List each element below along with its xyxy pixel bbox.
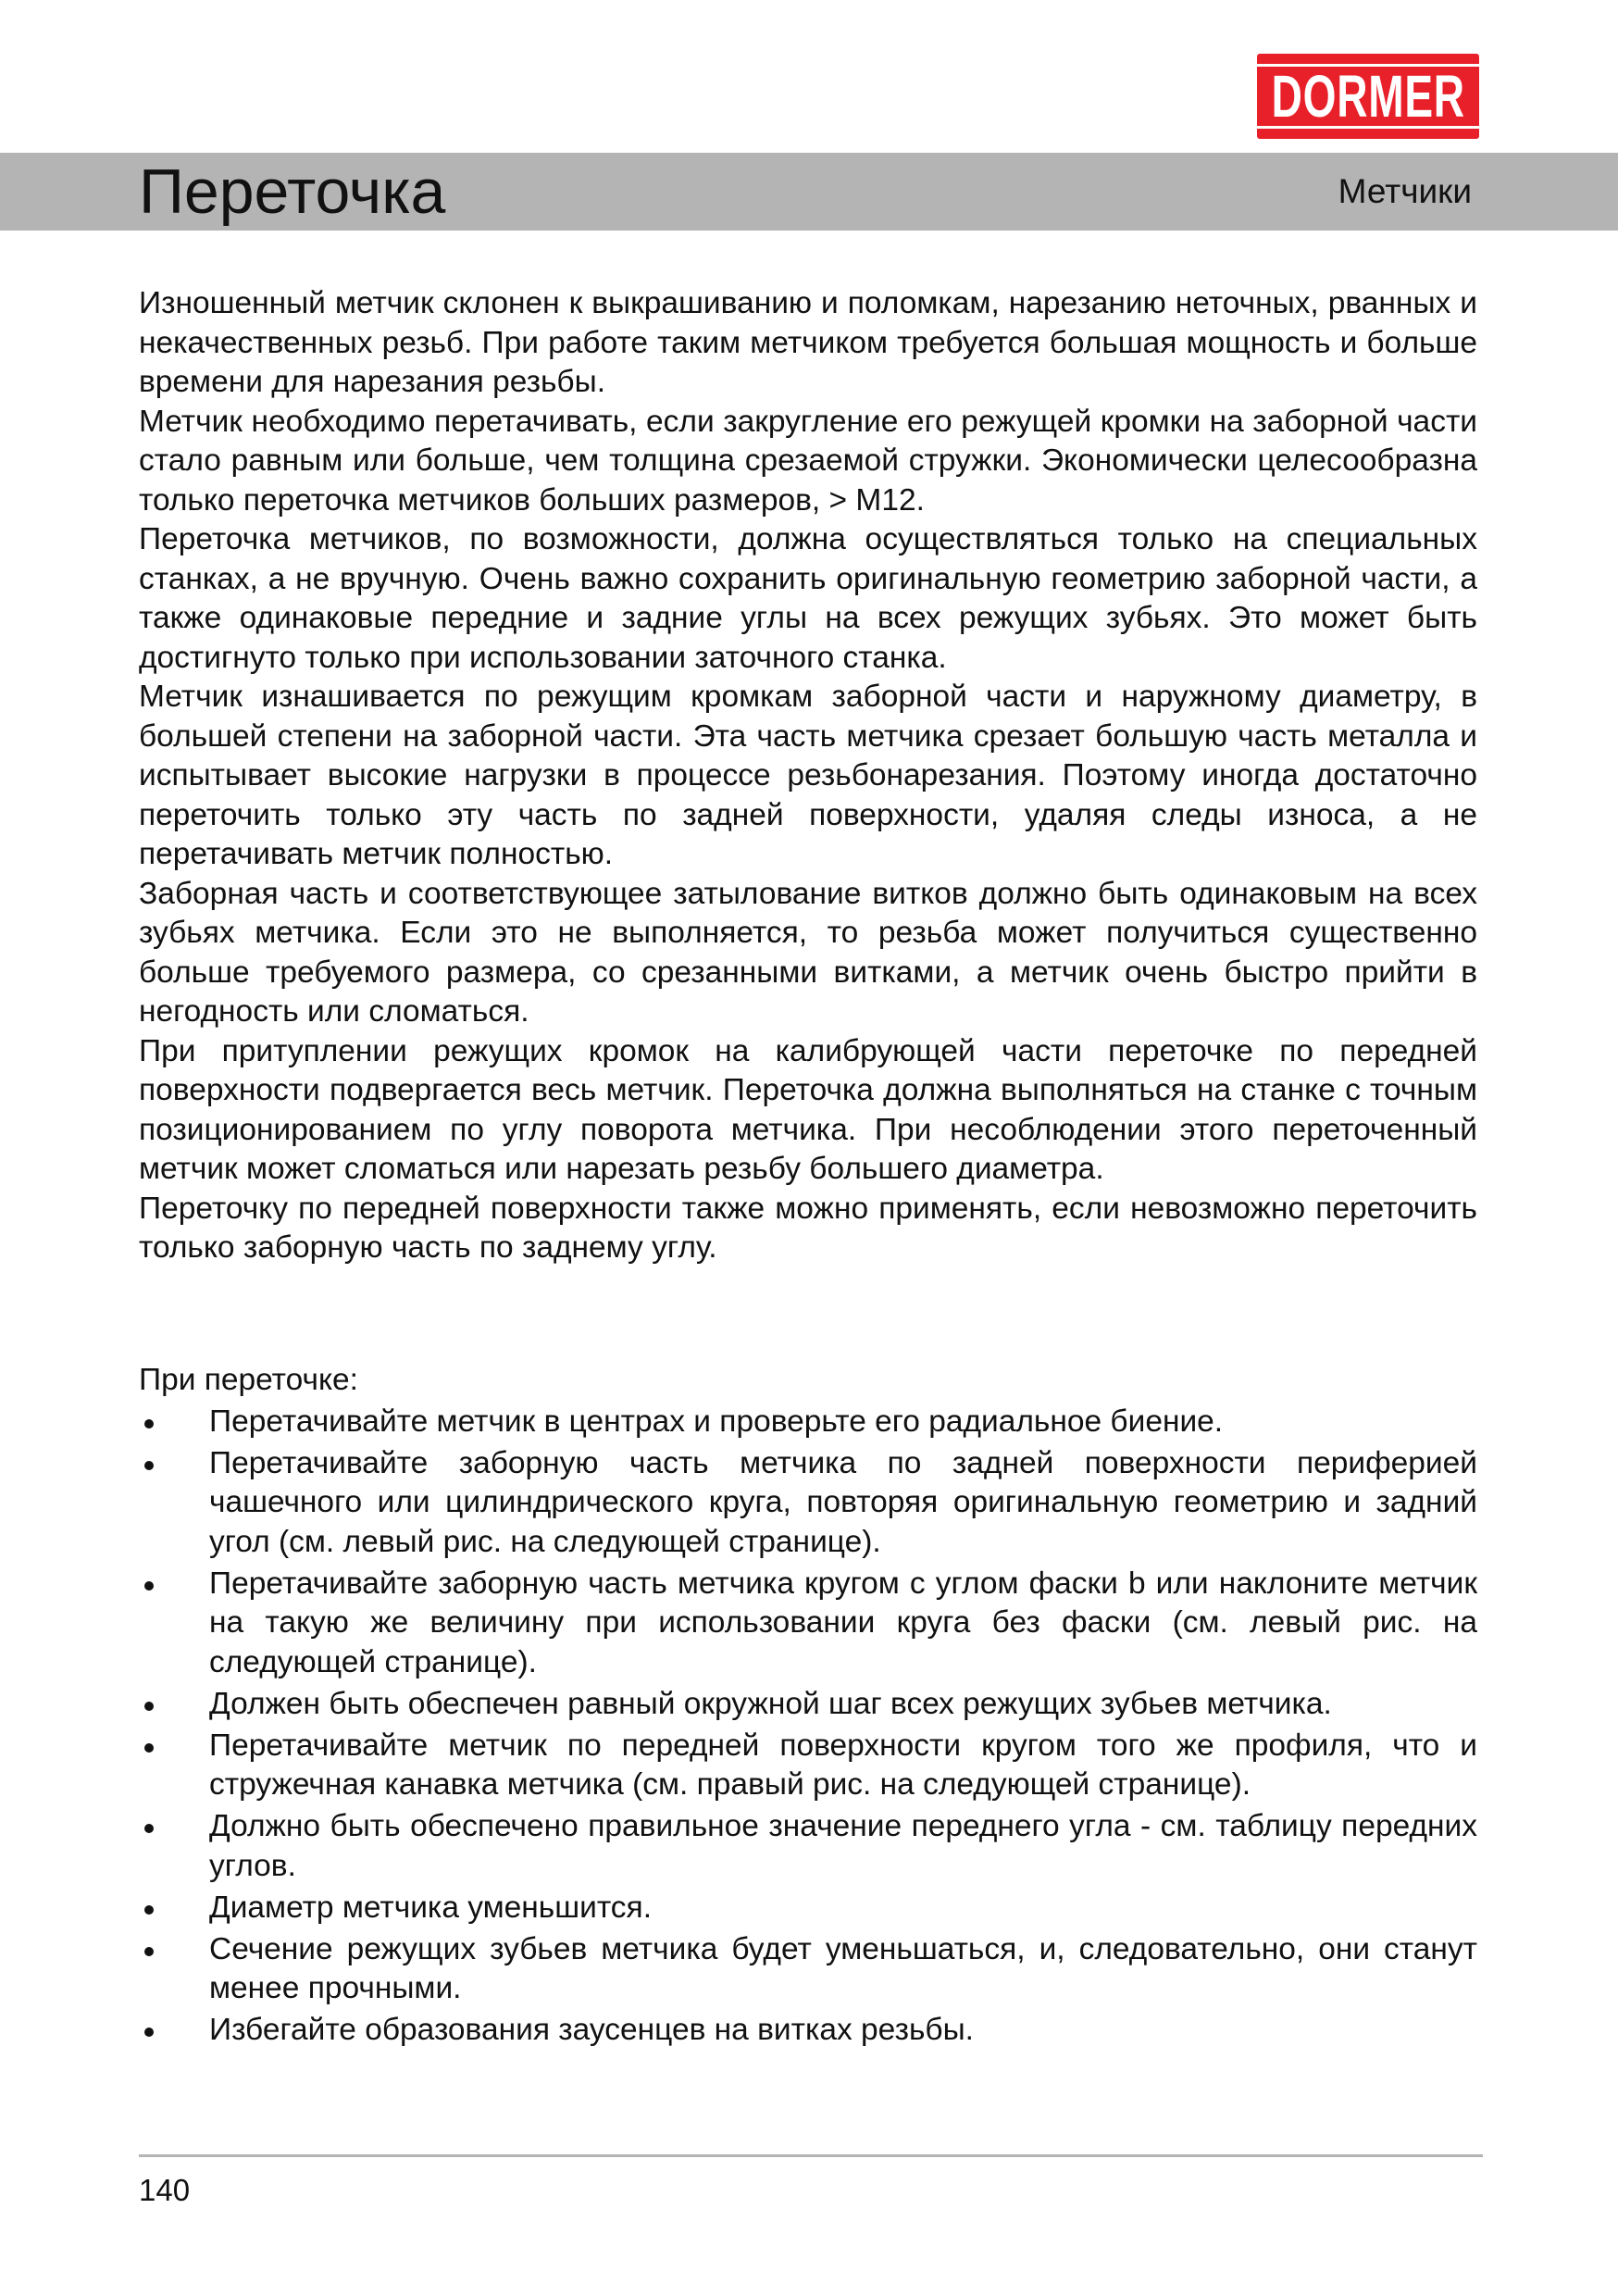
list-item: [139, 1403, 1477, 1442]
main-content: [139, 284, 1477, 2051]
list-item-text: Перетачивайте метчик по передней поверхности кругом того же профиля, что и стружечная канавка метчика (см. правый рис. на следующей странице).: [209, 1728, 1477, 1802]
list-item: [139, 1807, 1477, 1886]
logo-frame: [1226, 64, 1511, 129]
list-item-text: Перетачивайте заборную часть метчика кругом с углом фаски b или наклоните метчик на такую же величину при использовании круга без фаски (см. левый рис. на следующей странице).: [209, 1566, 1477, 1679]
paragraph: Переточка метчиков, по возможности, должна осуществляться только на специальных станках, а не вручную. Очень важно сохранить оригинальную геометрию заборной части, а также одинаковые передние и задние углы на всех режущих зубьях. Это может быть достигнуто только при использовании заточного станка.: [139, 522, 1477, 675]
list-item-text: Сечение режущих зубьев метчика будет уменьшаться, и, следовательно, они станут менее прочными.: [209, 1931, 1477, 2005]
bullet-icon: [144, 1581, 154, 1591]
paragraph: Метчик изнашивается по режущим кромкам заборной части и наружному диаметру, в большей степени на заборной части. Эта часть метчика срезает большую часть металла и испытывает высокие нагрузки в процессе резьбонарезания. Поэтому иногда достаточно переточить только эту часть по задней поверхности, удаляя следы износа, а не перетачивать метчик полностью.: [139, 680, 1477, 871]
bullet-icon: [144, 1702, 154, 1711]
list-item: [139, 1727, 1477, 1805]
bullet-icon: [144, 2028, 154, 2037]
paragraph: Переточку по передней поверхности также можно применять, если невозможно переточить только заборную часть по заднему углу.: [139, 1191, 1477, 1265]
list-item: [139, 1930, 1477, 2009]
list-item: [139, 1889, 1477, 1928]
paragraph: Изношенный метчик склонен к выкрашиванию и поломкам, нарезанию неточных, рванных и некачественных резьб. При работе таким метчиком требуется большая мощность и больше времени для нарезания резьбы.: [139, 286, 1477, 399]
list-item: [139, 2011, 1477, 2051]
list-item: [139, 1444, 1477, 1563]
bullet-icon: [144, 1824, 154, 1833]
bullet-icon: [144, 1461, 154, 1470]
footer-divider: [139, 2154, 1483, 2157]
list-item-text: Избегайте образования заусенцев на витках резьбы.: [209, 2013, 974, 2047]
list-intro: При переточке:: [139, 1362, 358, 1397]
page-number: 140: [139, 2173, 191, 2207]
list-item-text: Диаметр метчика уменьшится.: [209, 1890, 652, 1925]
bullet-icon: [144, 1905, 154, 1915]
paragraph: Заборная часть и соответствующее затылование витков должно быть одинаковым на всех зубьях метчика. Если это не выполняется, то резьба может получиться существенно больше требуемого размера, со срезанными витками, а метчик очень быстро прийти в негодность или сломаться.: [139, 876, 1477, 1029]
list-item-text: Должно быть обеспечено правильное значение переднего угла - см. таблицу передних углов.: [209, 1809, 1477, 1883]
list-item-text: Перетачивайте заборную часть метчика по задней поверхности периферией чашечного или цилиндрического круга, повторяя оригинальную геометрию и задний угол (см. левый рис. на следующей странице).: [209, 1445, 1477, 1559]
bullet-list: [139, 1403, 1477, 2051]
list-item-text: Должен быть обеспечен равный окружной шаг всех режущих зубьев метчика.: [209, 1686, 1332, 1721]
bullet-icon: [144, 1947, 154, 1956]
list-item: [139, 1565, 1477, 1683]
bullet-icon: [144, 1743, 154, 1753]
paragraph: При притуплении режущих кромок на калибрующей части переточке по передней поверхности подвергается весь метчик. Переточка должна выполняться на станке с точным позиционированием по углу поворота метчика. При несоблюдении этого переточенный метчик может сломаться или нарезать резьбу большего диаметра.: [139, 1033, 1477, 1186]
list-item: [139, 1685, 1477, 1725]
section-label: Метчики: [1338, 172, 1472, 210]
logo-text: DORMER: [1271, 63, 1465, 130]
bullet-icon: [144, 1419, 154, 1429]
dormer-logo: [1257, 54, 1479, 139]
paragraph: Метчик необходимо перетачивать, если закругление его режущей кромки на заборной части стало равным или больше, чем толщина срезаемой стружки. Экономически целесообразна только переточка метчиков больших размеров, > M12.: [139, 404, 1477, 518]
spacer: [139, 1268, 1477, 1361]
page-title: Переточка: [139, 156, 446, 227]
list-item-text: Перетачивайте метчик в центрах и проверьте его радиальное биение.: [209, 1404, 1224, 1439]
